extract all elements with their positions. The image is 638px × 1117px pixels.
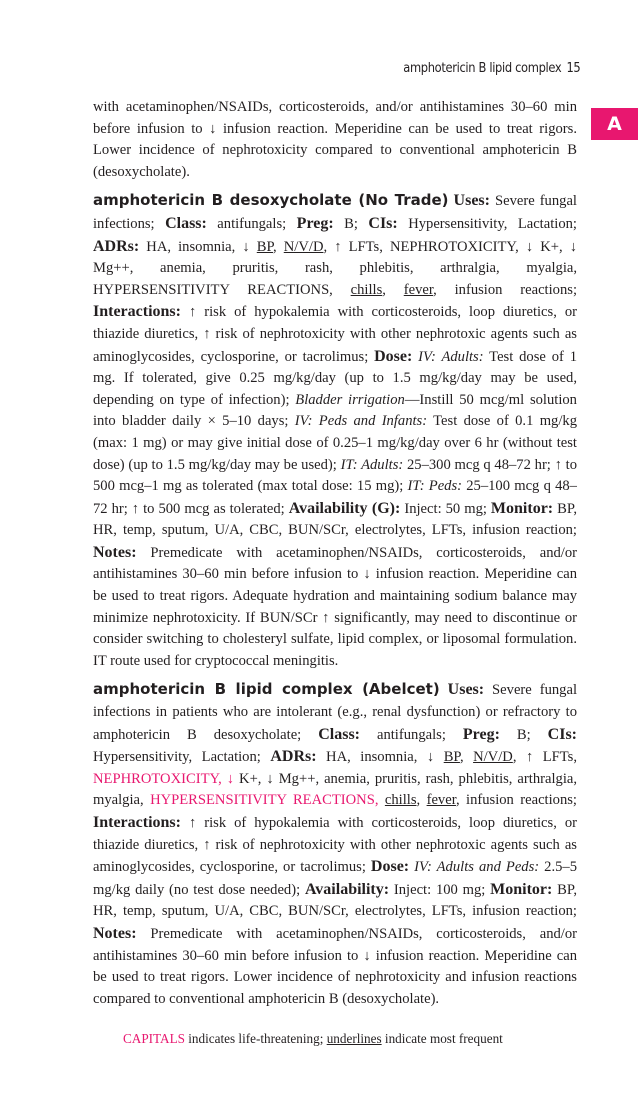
running-header — [403, 60, 580, 76]
dose-route: Bladder irrigation — [295, 391, 405, 408]
adrs-label: ADRs: — [93, 237, 140, 255]
monitor-label: Monitor: — [490, 499, 554, 517]
adr-chills: chills — [384, 792, 417, 809]
cis-text: Hypersensitivity, Lactation; — [93, 749, 271, 766]
adr-nvd: N/V/D — [473, 749, 513, 766]
preg-text: B; — [499, 726, 548, 743]
adr-chills: chills — [350, 281, 383, 298]
class-text: antifungals; — [360, 726, 463, 743]
page-number: 15 — [566, 60, 580, 76]
preg-label: Preg: — [296, 214, 334, 232]
footer-capitals: CAPITALS — [123, 1031, 185, 1046]
adrs-text: HA, insomnia, ↓ — [139, 238, 257, 255]
dose-label: Dose: — [374, 347, 413, 365]
adr-nephrotoxicity: NEPHROTOXICITY, ↓ — [93, 770, 235, 787]
dose-text: 25–100 mcg q 48–72 hr; ↑ to 500 mcg as tolerated; — [93, 478, 577, 517]
adr-fever: fever — [426, 792, 456, 809]
class-text: antifungals; — [206, 215, 297, 232]
dose-label: Dose: — [370, 858, 410, 876]
cis-label: CIs: — [368, 214, 398, 232]
adrs-text: , infusion reactions; — [433, 281, 577, 298]
uses-label: Uses: — [447, 681, 485, 699]
drug-name: amphotericin B desoxycholate (No Trade) — [93, 191, 449, 210]
adrs-text: K+, ↓ Mg++, anemia, pruritis, rash, phlebitis, arthralgia, myalgia, — [93, 770, 577, 809]
adr-fever: fever — [403, 281, 434, 298]
uses-text: Severe fungal infections in patients who are intolerant (e.g., renal dysfunction) or refractory to amphotericin B desoxycholate; — [93, 682, 577, 743]
dose-text: 25–300 mcg q 48–72 hr; ↑ to 500 mcg–1 mg as tolerated (max total dose: 15 mg); — [93, 456, 577, 495]
notes-label: Notes: — [93, 924, 137, 942]
adr-sep: , — [459, 749, 474, 766]
adr-nvd: N/V/D — [283, 238, 324, 255]
interactions-label: Interactions: — [93, 814, 181, 831]
monitor-text: BP, HR, temp, sputum, U/A, CBC, BUN/SCr, electrolytes, LFTs, infusion reaction; — [93, 881, 577, 920]
dose-route: IV: Adults: — [412, 348, 484, 365]
dose-route: IV: Peds and Infants: — [294, 413, 428, 430]
section-tab — [591, 108, 638, 140]
availability-text: Inject: 100 mg; — [389, 881, 491, 898]
adrs-text: , infusion reactions; — [455, 792, 577, 809]
drug-name: amphotericin B lipid complex (Abelcet) — [93, 680, 440, 699]
adr-bp: BP — [443, 749, 460, 766]
adrs-label: ADRs: — [270, 748, 317, 766]
footer-underlines: underlines — [326, 1031, 382, 1046]
intro-paragraph: with acetaminophen/NSAIDs, corticosteroids, and/or antihistamines 30–60 min before infusion to ↓ infusion reaction. Meperidine can be used to treat rigors. Lower incidence of nephrotoxicity compared to conventional amphotericin B (desoxycholate). — [93, 99, 577, 180]
dose-route: IV: Adults and Peds: — [409, 859, 540, 876]
adr-bp: BP — [256, 238, 273, 255]
preg-label: Preg: — [462, 725, 500, 743]
notes-text: Premedicate with acetaminophen/NSAIDs, corticosteroids, and/or antihistamines 30–60 min before infusion to ↓ infusion reaction. Meperidine can be used to treat rigors. Lower incidence of nephrotoxicity and infusion reactions compared to conventional amphotericin B (desoxycholate). — [93, 925, 577, 1007]
adr-sep: , — [416, 792, 427, 809]
class-label: Class: — [318, 725, 360, 743]
header-title: amphotericin B lipid complex — [402, 60, 561, 76]
dose-text: Test dose of 1 mg. If tolerated, give 0.25 mg/kg/day (up to 1.5 mg/kg/day may be used, depending on type of infection); — [93, 348, 578, 408]
availability-label: Availability (G): — [288, 499, 401, 517]
uses-label: Uses: — [453, 192, 490, 210]
notes-label: Notes: — [93, 543, 137, 561]
drug-entry-lipid-complex — [93, 679, 577, 1010]
footer-underlines-text: indicate most frequent — [381, 1031, 503, 1046]
section-tab-letter: A — [607, 113, 622, 135]
cis-text: Hypersensitivity, Lactation; — [397, 215, 577, 232]
dose-route: IT: Adults: — [340, 456, 404, 473]
availability-text: Inject: 50 mg; — [400, 500, 491, 517]
adrs-text: , ↑ LFTs, NEPHROTOXICITY, ↓ K+, ↓ Mg++, anemia, pruritis, rash, phlebitis, arthralgia, myalgia, HYPERSENSITIVITY REACTIONS, — [93, 238, 578, 298]
availability-label: Availability: — [304, 880, 390, 898]
adr-sep: , — [273, 238, 284, 255]
monitor-text: BP, HR, temp, sputum, U/A, CBC, BUN/SCr, electrolytes, LFTs, infusion reaction; — [93, 500, 578, 539]
drug-entry-desoxycholate — [93, 190, 577, 672]
adrs-text: HA, insomnia, ↓ — [316, 749, 444, 766]
class-label: Class: — [165, 214, 207, 232]
interactions-label: Interactions: — [93, 303, 181, 321]
adrs-text: , ↑ LFTs, — [512, 749, 577, 766]
legend-footer — [123, 1031, 503, 1047]
interactions-text: ↑ risk of hypokalemia with corticosteroids, loop diuretics, or thiazide diuretics, ↑ risk of nephrotoxicity with other nephrotoxic agents such as aminoglycosides, cyclosporine, or tacrolimus; — [93, 304, 577, 365]
adr-hypersensitivity: HYPERSENSITIVITY REACTIONS, — [150, 792, 379, 809]
preg-text: B; — [333, 215, 369, 232]
interactions-text: ↑ risk of hypokalemia with corticosteroids, loop diuretics, or thiazide diuretics, ↑ risk of nephrotoxicity with other nephrotoxic agents such as aminoglycosides, cyclosporine, or tacrolimus; — [93, 815, 577, 876]
page-content — [93, 97, 577, 1017]
uses-text: Severe fungal infections; — [93, 193, 577, 232]
adr-sep: , — [382, 281, 404, 298]
footer-capitals-text: indicates life-threatening; — [184, 1031, 327, 1046]
monitor-label: Monitor: — [490, 880, 553, 898]
dose-text: 2.5–5 mg/kg daily (no test dose needed); — [93, 859, 578, 898]
dose-text: —Instill 50 mcg/ml solution into bladder daily × 5–10 days; — [93, 391, 577, 430]
notes-text: Premedicate with acetaminophen/NSAIDs, corticosteroids, and/or antihistamines 30–60 min before infusion to ↓ infusion reaction. Meperidine can be used to treat rigors. Adequate hydration and maintaining sodium balance may minimize nephrotoxicity. If BUN/SCr ↑ significantly, may need to discontinue or consider switching to cholesteryl sulfate, lipid complex, or liposomal formulation. IT route used for cryptococcal meningitis. — [93, 544, 577, 669]
cis-label: CIs: — [547, 725, 577, 743]
dose-route: IT: Peds: — [407, 478, 463, 495]
dose-text: Test dose of 0.1 mg/kg (max: 1 mg) or may give initial dose of 0.25–1 mg/kg/day over 6 hr (without test dose) (up to 1.5 mg/kg/day may be used); — [93, 413, 577, 473]
